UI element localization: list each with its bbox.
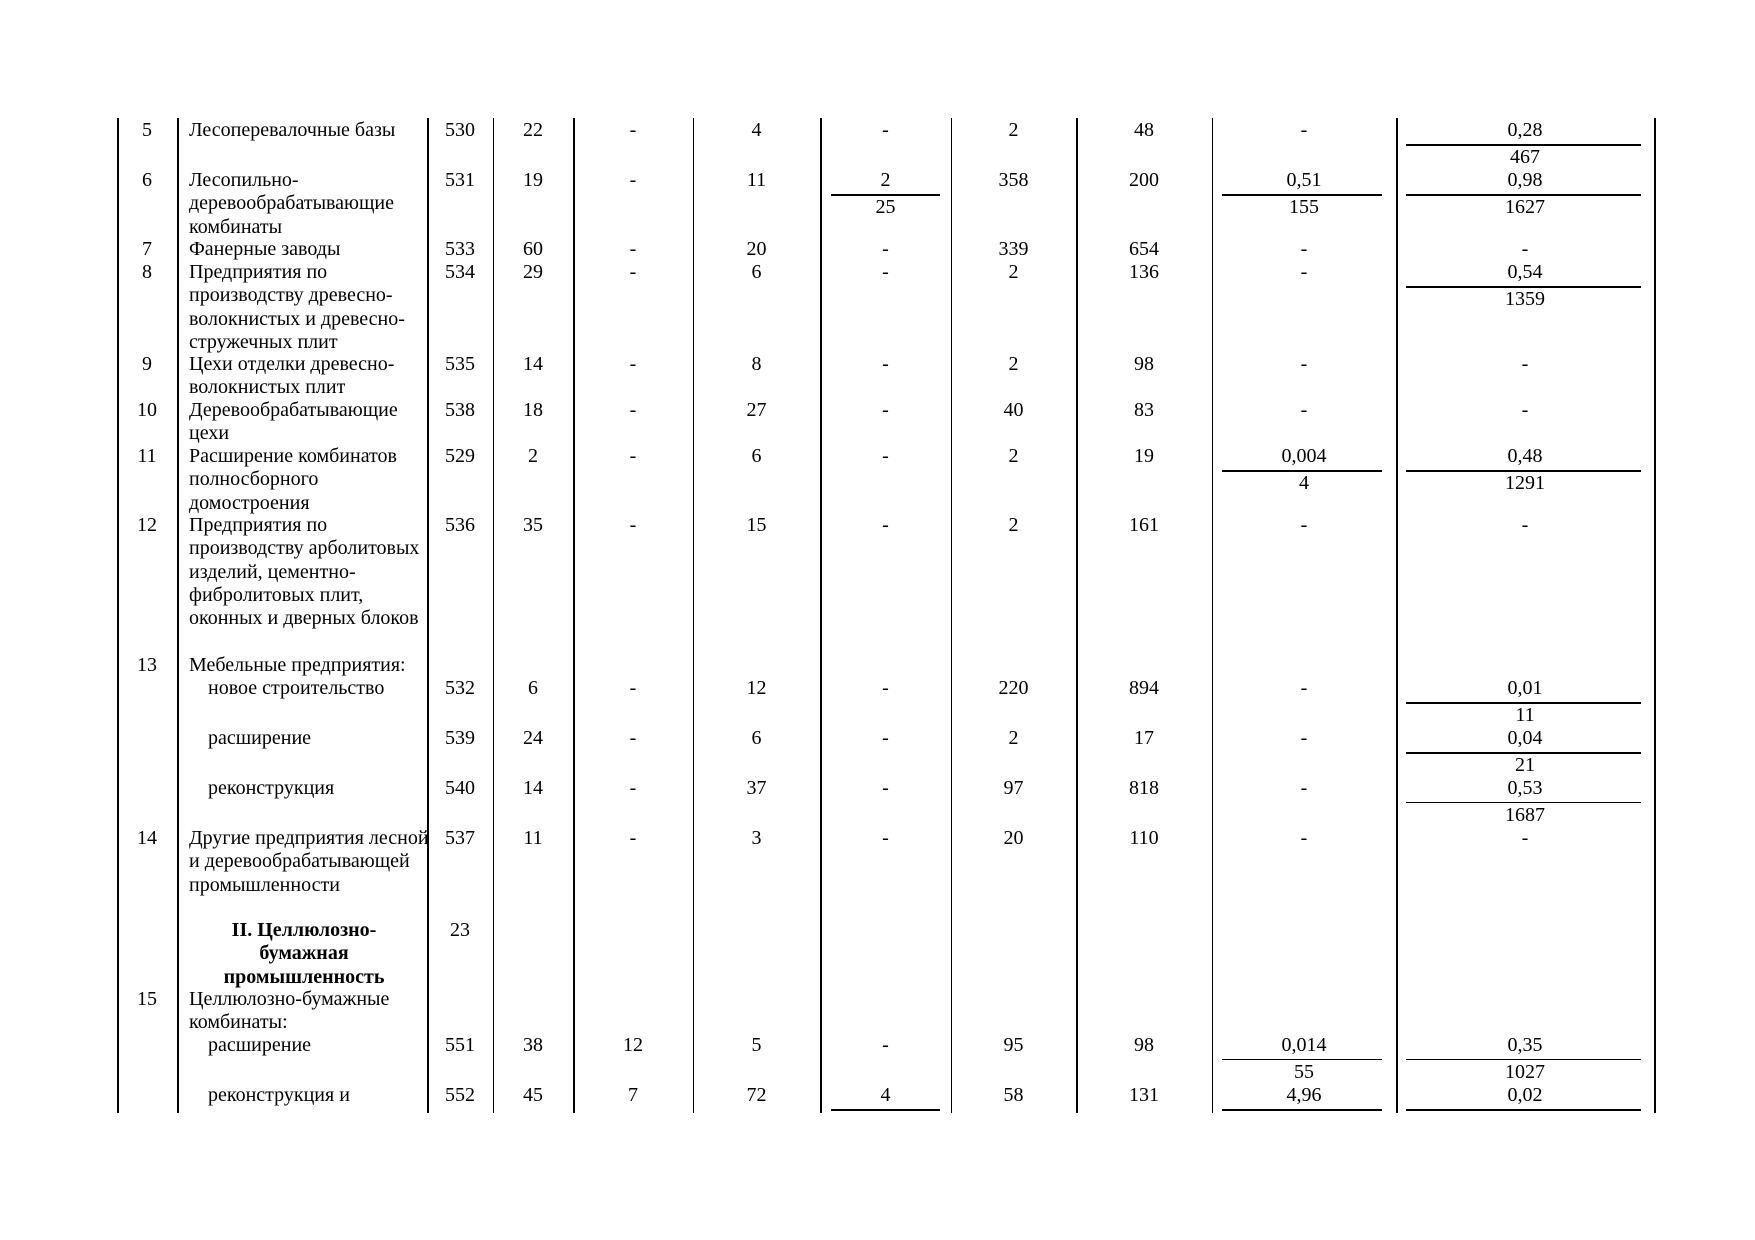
value-cell: 6	[751, 445, 762, 467]
value-cell: -	[1300, 261, 1308, 283]
row-number: 9	[142, 353, 152, 375]
value-cell-denominator: 25	[875, 196, 896, 218]
value-cell-denominator: 1291	[1505, 472, 1545, 494]
value-cell: 2	[1008, 119, 1019, 141]
value-cell: 19	[1134, 445, 1154, 467]
fraction-bar	[1222, 1059, 1382, 1060]
value-cell: 0,35	[1507, 1034, 1543, 1056]
row-number: 14	[137, 827, 157, 849]
value-cell: 14	[523, 777, 543, 799]
row-name: реконструкция и	[208, 1084, 350, 1106]
fraction-bar	[1406, 802, 1641, 803]
code-cell: 538	[445, 399, 475, 421]
value-cell: -	[1521, 399, 1529, 421]
value-cell: -	[1300, 827, 1308, 849]
value-cell: -	[882, 677, 889, 699]
code-cell: 536	[445, 514, 475, 536]
value-cell: 4	[880, 1084, 891, 1106]
value-cell-denominator: 467	[1510, 146, 1540, 168]
value-cell: 20	[746, 238, 767, 260]
value-cell: 2	[1008, 261, 1019, 283]
value-cell: 48	[1134, 119, 1154, 141]
code-cell: 530	[445, 119, 475, 141]
value-cell: 11	[523, 827, 543, 849]
row-name: расширение	[208, 1034, 312, 1056]
fraction-bar	[1406, 1109, 1641, 1111]
value-cell: 136	[1129, 261, 1159, 283]
value-cell: 4	[751, 119, 762, 141]
value-cell: -	[629, 677, 637, 699]
value-cell: 6	[528, 677, 538, 699]
value-cell: -	[1300, 353, 1308, 375]
row-number: 7	[142, 238, 152, 260]
value-cell: 110	[1129, 827, 1159, 849]
value-cell: 0,02	[1507, 1084, 1543, 1106]
value-cell: 0,51	[1286, 169, 1322, 191]
value-cell: -	[629, 727, 637, 749]
value-cell: -	[882, 1034, 889, 1056]
row-name: Предприятия по производству древесно-волокнистых и древесно-стружечных плит	[189, 261, 405, 353]
code-cell: 537	[445, 827, 475, 849]
value-cell: 98	[1134, 1034, 1154, 1056]
row-number: 6	[142, 169, 152, 191]
value-cell: 200	[1129, 169, 1159, 191]
value-cell: 29	[523, 261, 543, 283]
value-cell: 20	[1003, 827, 1024, 849]
value-cell: 0,014	[1281, 1034, 1327, 1056]
value-cell: -	[882, 445, 889, 467]
value-cell: -	[1300, 727, 1308, 749]
value-cell: -	[882, 399, 889, 421]
value-cell: 0,98	[1507, 169, 1543, 191]
column-rule	[1654, 118, 1656, 1113]
value-cell: 2	[1008, 445, 1019, 467]
value-cell: 11	[746, 169, 767, 191]
value-cell: 654	[1129, 238, 1159, 260]
value-cell-denominator: 1687	[1505, 804, 1545, 826]
value-cell: -	[629, 399, 637, 421]
value-cell: -	[882, 353, 889, 375]
value-cell: 0,48	[1507, 445, 1543, 467]
row-name: расширение	[208, 727, 312, 749]
value-cell: 2	[880, 169, 891, 191]
value-cell: -	[1521, 827, 1529, 849]
value-cell: 894	[1129, 677, 1159, 699]
value-cell-denominator: 1627	[1505, 196, 1545, 218]
value-cell: 24	[523, 727, 543, 749]
value-cell: 2	[1008, 727, 1019, 749]
value-cell: 2	[528, 445, 538, 467]
value-cell: 2	[1008, 353, 1019, 375]
value-cell: 0,53	[1507, 777, 1543, 799]
value-cell: 14	[523, 353, 543, 375]
value-cell: -	[1521, 353, 1529, 375]
value-cell: 60	[523, 238, 543, 260]
row-number: 10	[137, 399, 157, 421]
row-number: 13	[137, 654, 157, 676]
value-cell: 3	[751, 827, 762, 849]
row-number: 11	[137, 445, 157, 467]
value-cell: -	[882, 514, 889, 536]
value-cell: 0,04	[1507, 727, 1543, 749]
row-number: 12	[137, 514, 157, 536]
code-cell: 23	[450, 919, 470, 941]
code-cell: 534	[445, 261, 475, 283]
value-cell-denominator: 21	[1515, 754, 1535, 776]
value-cell-denominator: 1027	[1505, 1061, 1545, 1083]
value-cell: 339	[998, 238, 1029, 260]
row-number: 15	[137, 988, 157, 1010]
value-cell: 0,54	[1507, 261, 1543, 283]
value-cell: -	[1300, 677, 1308, 699]
value-cell-denominator: 11	[1515, 704, 1535, 726]
value-cell-denominator: 4	[1299, 472, 1309, 494]
value-cell: -	[1300, 514, 1308, 536]
fraction-bar	[1406, 1059, 1641, 1060]
value-cell: 83	[1134, 399, 1154, 421]
value-cell: 40	[1003, 399, 1024, 421]
value-cell: -	[882, 777, 889, 799]
code-cell: 532	[445, 677, 475, 699]
value-cell: 38	[523, 1034, 543, 1056]
value-cell: -	[1300, 399, 1308, 421]
value-cell: -	[629, 169, 637, 191]
value-cell: -	[629, 238, 637, 260]
value-cell-denominator: 1359	[1505, 288, 1545, 310]
row-name: Цехи отделки древесно-волокнистых плит	[189, 353, 395, 399]
value-cell: 358	[998, 169, 1029, 191]
value-cell: -	[1521, 514, 1529, 536]
value-cell: 12	[746, 677, 767, 699]
value-cell: 0,004	[1281, 445, 1327, 467]
value-cell: 98	[1134, 353, 1154, 375]
row-number: 5	[142, 119, 152, 141]
value-cell: -	[629, 353, 637, 375]
row-name: Расширение комбинатов полносборного домостроения	[189, 445, 397, 514]
value-cell: 8	[751, 353, 762, 375]
value-cell: 19	[523, 169, 543, 191]
value-cell: 18	[523, 399, 543, 421]
value-cell: 17	[1134, 727, 1154, 749]
row-name: Другие предприятия лесной и деревообрабатывающей промышленности	[189, 827, 429, 896]
code-cell: 540	[445, 777, 475, 799]
value-cell: 0,28	[1507, 119, 1543, 141]
row-name: Деревообрабатывающие цехи	[189, 399, 398, 445]
section-heading: II. Целлюлозно-бумажная промышленность	[223, 919, 385, 988]
code-cell: 533	[445, 238, 475, 260]
value-cell: 37	[746, 777, 767, 799]
row-name: новое строительство	[208, 677, 385, 699]
value-cell: -	[1521, 238, 1529, 260]
value-cell: 5	[751, 1034, 762, 1056]
row-name: Фанерные заводы	[189, 238, 341, 260]
row-name: Мебельные предприятия:	[189, 654, 406, 676]
value-cell: 818	[1129, 777, 1159, 799]
code-cell: 535	[445, 353, 475, 375]
value-cell: 131	[1129, 1084, 1159, 1106]
value-cell: 97	[1003, 777, 1024, 799]
fraction-bar	[831, 1109, 940, 1111]
row-number: 8	[142, 261, 152, 283]
value-cell: 7	[628, 1084, 638, 1106]
value-cell: 45	[523, 1084, 543, 1106]
value-cell: 220	[998, 677, 1029, 699]
code-cell: 551	[445, 1034, 475, 1056]
row-name: реконструкция	[208, 777, 335, 799]
value-cell: -	[882, 261, 889, 283]
value-cell: 27	[746, 399, 767, 421]
value-cell: 2	[1008, 514, 1019, 536]
code-cell: 539	[445, 727, 475, 749]
value-cell: -	[629, 827, 637, 849]
value-cell: 22	[523, 119, 543, 141]
value-cell: -	[882, 238, 889, 260]
value-cell: -	[1300, 777, 1308, 799]
row-name: Лесопильно-деревообрабатывающие комбинаты	[189, 169, 394, 238]
column-rule	[177, 118, 179, 1113]
value-cell: -	[629, 514, 637, 536]
value-cell: 58	[1003, 1084, 1024, 1106]
code-cell: 552	[445, 1084, 475, 1106]
value-cell: 15	[746, 514, 767, 536]
value-cell: -	[1300, 119, 1308, 141]
value-cell: -	[629, 261, 637, 283]
row-name: Предприятия по производству арболитовых изделий, цементно-фибролитовых плит, оконных и дверных блоков	[189, 514, 420, 630]
value-cell: -	[882, 727, 889, 749]
value-cell: 161	[1129, 514, 1159, 536]
value-cell: -	[629, 777, 637, 799]
value-cell: -	[629, 445, 637, 467]
value-cell: 6	[751, 261, 762, 283]
value-cell: 72	[746, 1084, 767, 1106]
value-cell: 35	[523, 514, 543, 536]
value-cell-denominator: 55	[1294, 1061, 1314, 1083]
value-cell: 12	[623, 1034, 643, 1056]
value-cell: -	[629, 119, 637, 141]
value-cell-denominator: 155	[1289, 196, 1319, 218]
row-name: Целлюлозно-бумажные комбинаты:	[189, 988, 390, 1034]
value-cell: -	[882, 827, 889, 849]
value-cell: 95	[1003, 1034, 1024, 1056]
fraction-bar	[1222, 1109, 1382, 1111]
value-cell: -	[1300, 238, 1308, 260]
value-cell: 0,01	[1507, 677, 1543, 699]
code-cell: 529	[445, 445, 475, 467]
value-cell: 4,96	[1286, 1084, 1322, 1106]
code-cell: 531	[445, 169, 475, 191]
value-cell: 6	[751, 727, 762, 749]
row-name: Лесоперевалочные базы	[189, 119, 396, 141]
value-cell: -	[882, 119, 889, 141]
